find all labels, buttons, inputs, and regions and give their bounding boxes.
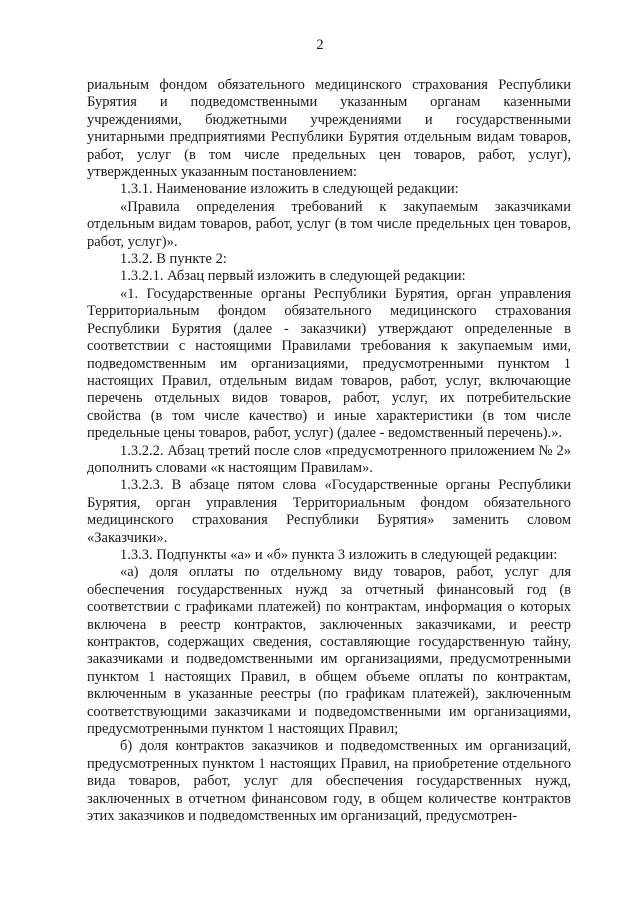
document-body xyxy=(87,77,571,825)
paragraph-subclause-a: «а) доля оплаты по отдельному виду товаров, работ, услуг для обеспечения государственных нужд за отчетный финансовый год (в соответствии с графиками платежей) по контрактам, информация о которых включена в реестр контрактов, заключенных заказчиками, и реестр контрактов, содержащих сведения, составляющие государственную тайну, заказчиками и подведомственными им организациями, предусмотренными пунктом 1 настоящих Правил, в общем объеме оплаты по контрактам, включенным в указанные реестры (по графикам платежей), заключенным соответствующими заказчиками и подведомственными им организациями, предусмотренными пунктом 1 настоящих Правил; xyxy=(87,564,571,738)
paragraph-1-3-2-1: 1.3.2.1. Абзац первый изложить в следующей редакции: xyxy=(120,268,466,285)
paragraph-1-3-3: 1.3.3. Подпункты «а» и «б» пункта 3 изложить в следующей редакции: xyxy=(120,546,558,563)
paragraph-1-3-2: 1.3.2. В пункте 2: xyxy=(120,251,227,268)
paragraph-new-title: «Правила определения требований к закупаемым заказчиками отдельным видам товаров, работ, услуг (в том числе предельных цен товаров, работ, услуг)». xyxy=(87,198,571,250)
paragraph-subclause-b: б) доля контрактов заказчиков и подведомственных им организаций, предусмотренных пунктом 1 настоящих Правил, на приобретение отдельного вида товаров, работ, услуг для обеспечения государственных нужд, заключенных в отчетном финансовом году, в общем количестве контрактов этих заказчиков и подведомственных им организаций, предусмотрен- xyxy=(87,738,571,825)
paragraph-clause-1-text: «1. Государственные органы Республики Бурятия, орган управления Территориальным фондом обязательного медицинского страхования Республики Бурятия (далее - заказчики) утверждают определенные в соответствии с настоящими Правилами требования к закупаемым ими, подведомственным им организациями, предусмотренными пунктом 1 настоящих Правил, отдельным видам товаров, работ, услуг, включающие перечень отдельных видов товаров, работ, услуг, их потребительские свойства (в том числе качество) и иные характеристики (в том числе предельные цены товаров, работ, услуг) (далее - ведомственный перечень).». xyxy=(87,285,571,442)
paragraph-1-3-2-2: 1.3.2.2. Абзац третий после слов «предусмотренного приложением № 2» дополнить словами «к настоящим Правилам». xyxy=(87,442,571,476)
paragraph-1-3-2-3: 1.3.2.3. В абзаце пятом слова «Государственные органы Республики Бурятия, орган управления Территориальным фондом обязательного медицинского страхования Республики Бурятия» заменить словом «Заказчики». xyxy=(87,477,571,546)
page-number: 2 xyxy=(316,37,324,53)
paragraph-1-3-1: 1.3.1. Наименование изложить в следующей редакции: xyxy=(120,181,459,198)
paragraph-continuation: риальным фондом обязательного медицинского страхования Республики Бурятия и подведомственными указанным органам казенными учреждениями, бюджетными учреждениями и государственными унитарными предприятиями Республики Бурятия отдельным видам товаров, работ, услуг (в том числе предельных цен товаров, работ, услуг), утвержденных указанным постановлением: xyxy=(87,77,571,181)
